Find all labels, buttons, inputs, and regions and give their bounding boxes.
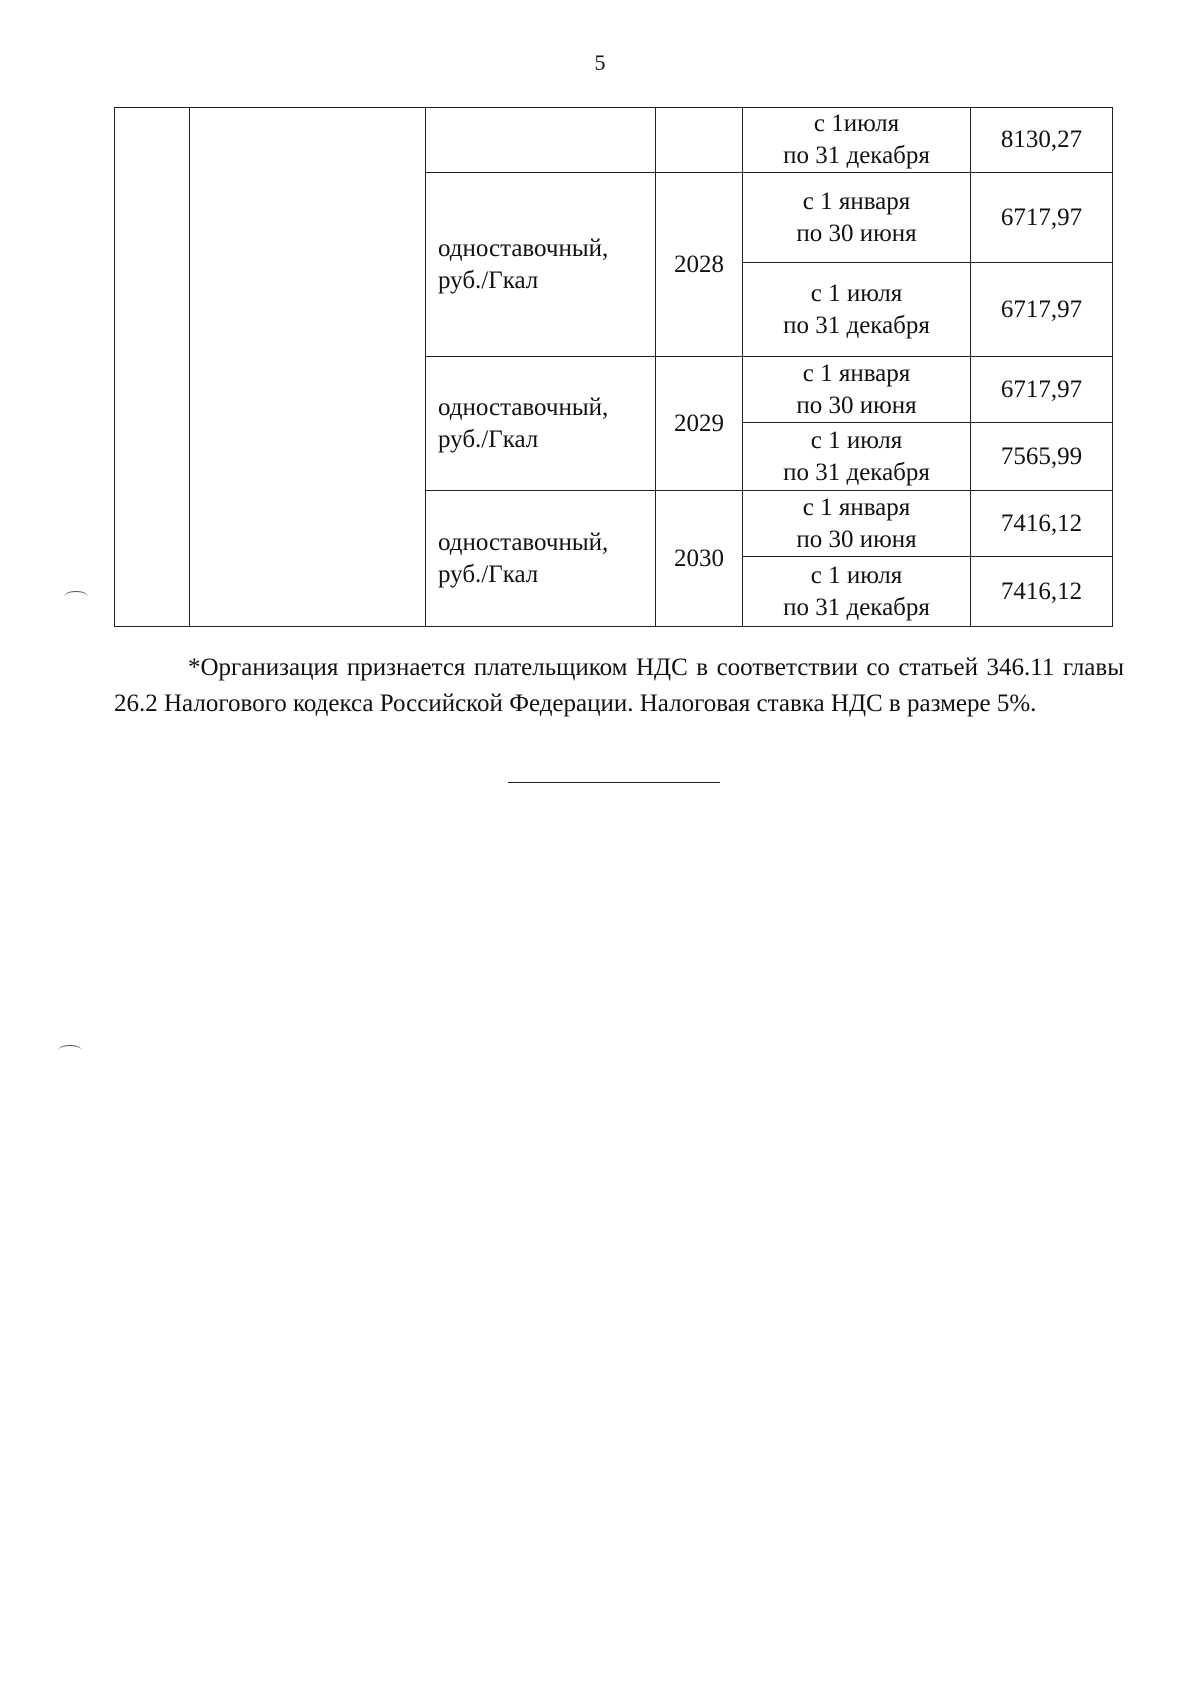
year-cell: 2028 [656, 173, 743, 357]
period-start: с 1 января [802, 493, 911, 521]
tariff-value: 7565,99 [971, 423, 1113, 491]
tariff-type-cell [426, 173, 656, 357]
year-cell: 2029 [656, 357, 743, 491]
tariff-type-line: одноставочный, [438, 393, 609, 421]
tariff-type-line: руб./Гкал [438, 266, 539, 294]
period-end: по 31 декабря [783, 458, 930, 486]
period-start: с 1июля [813, 110, 900, 137]
period-start: с 1 июля [810, 279, 903, 307]
tariff-value: 8130,27 [971, 108, 1113, 173]
period-cell [743, 173, 971, 263]
scan-artifact-mark [58, 1045, 82, 1056]
period-start: с 1 июля [810, 426, 903, 454]
table-cell-empty [426, 108, 656, 173]
table-cell-empty [656, 108, 743, 173]
tariff-value: 7416,12 [971, 491, 1113, 557]
tariff-table [114, 107, 1113, 627]
scan-artifact-mark [64, 591, 88, 602]
tariff-type-line: одноставочный, [438, 234, 609, 262]
tariff-value: 6717,97 [971, 357, 1113, 423]
tariff-type-line: руб./Гкал [438, 560, 539, 588]
period-cell [743, 108, 971, 173]
period-cell [743, 557, 971, 627]
period-end: по 31 декабря [783, 142, 930, 169]
period-cell [743, 263, 971, 357]
period-end: по 31 декабря [783, 593, 930, 621]
tariff-value: 7416,12 [971, 557, 1113, 627]
period-cell [743, 357, 971, 423]
table-cell-empty [115, 108, 190, 627]
period-end: по 30 июня [796, 219, 917, 247]
tariff-value: 6717,97 [971, 263, 1113, 357]
period-cell [743, 491, 971, 557]
tariff-value: 6717,97 [971, 173, 1113, 263]
period-end: по 30 июня [796, 391, 917, 419]
period-start: с 1 января [802, 359, 911, 387]
period-end: по 31 декабря [783, 311, 930, 339]
year-cell: 2030 [656, 491, 743, 627]
table-cell-empty [190, 108, 426, 627]
page-number: 5 [594, 50, 606, 75]
table-row [115, 108, 1113, 173]
tariff-type-cell [426, 357, 656, 491]
tariff-type-line: руб./Гкал [438, 425, 539, 453]
period-start: с 1 января [802, 187, 911, 215]
period-end: по 30 июня [796, 525, 917, 553]
tariff-type-cell [426, 491, 656, 627]
tariff-type-line: одноставочный, [438, 528, 609, 556]
period-cell [743, 423, 971, 491]
vat-footnote: *Организация признается плательщиком НДС в соответствии со статьей 346.11 главы 26.2 Налогового кодекса Российской Федерации. Налоговая ставка НДС в размере 5%. [114, 654, 1124, 717]
end-divider [508, 782, 720, 783]
period-start: с 1 июля [810, 561, 903, 589]
